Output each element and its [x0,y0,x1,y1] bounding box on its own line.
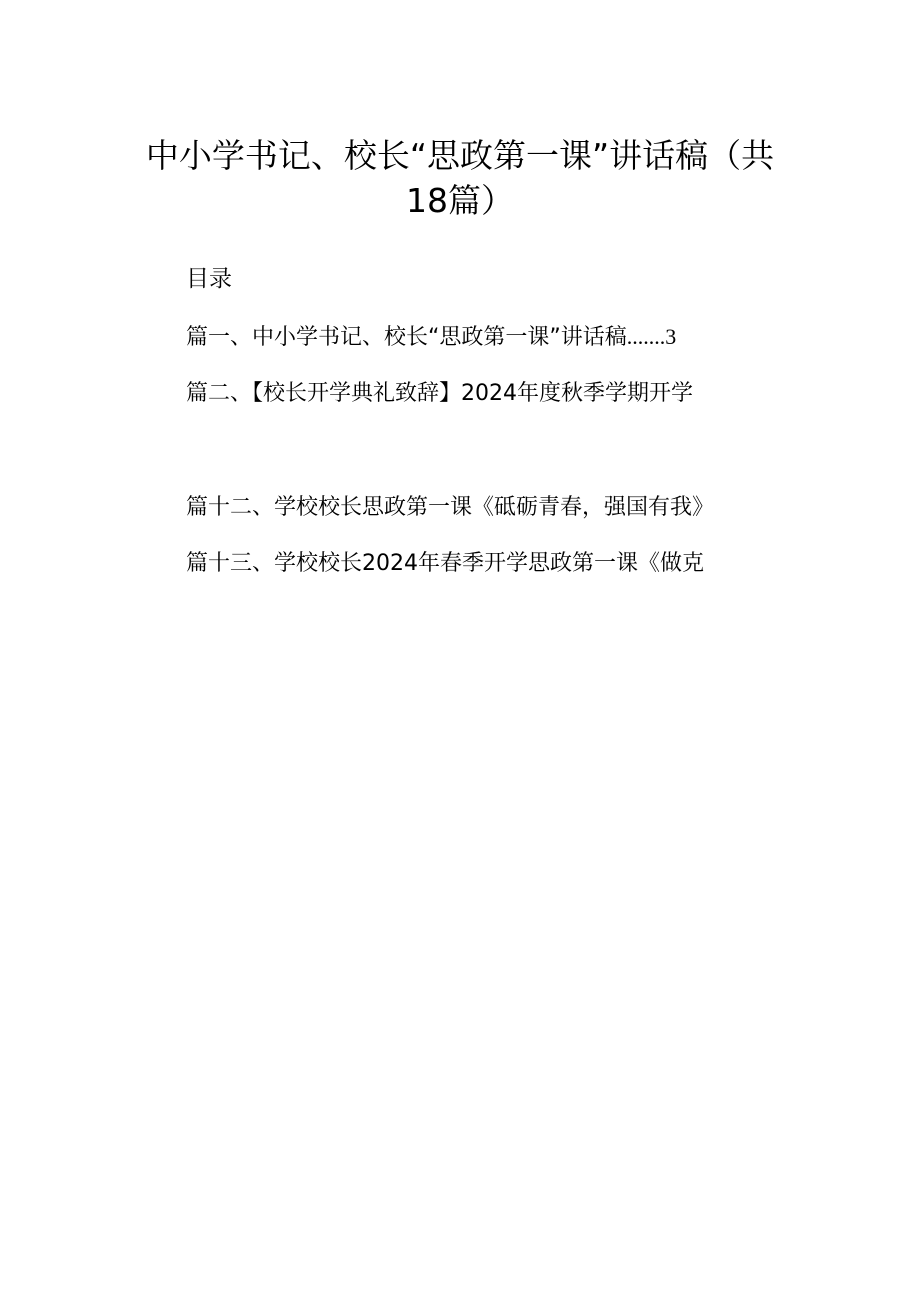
toc-item-text: 篇十三、学校校长2024年春季开学思政第一课《做克 [186,551,704,576]
toc-item[interactable] [186,320,676,355]
toc-item[interactable] [186,547,704,581]
toc-item-text: 篇二、【校长开学典礼致辞】2024年度秋季学期开学 [186,381,693,406]
document-title-line-2: 18篇） [406,181,514,220]
toc-item-page-number: 3 [665,324,677,349]
toc-item[interactable] [186,491,714,525]
toc-heading: 目录 [186,266,232,292]
toc-item-leader: ....... [626,324,666,349]
toc-item-text: 篇十二、学校校长思政第一课《砥砺青春，强国有我》 [186,495,715,520]
toc-item[interactable] [186,377,693,411]
toc-item-text: 篇一、中小学书记、校长“思政第一课”讲话稿 [186,325,627,350]
document-title-line-1: 中小学书记、校长“思政第一课”讲话稿（共 [145,136,775,175]
